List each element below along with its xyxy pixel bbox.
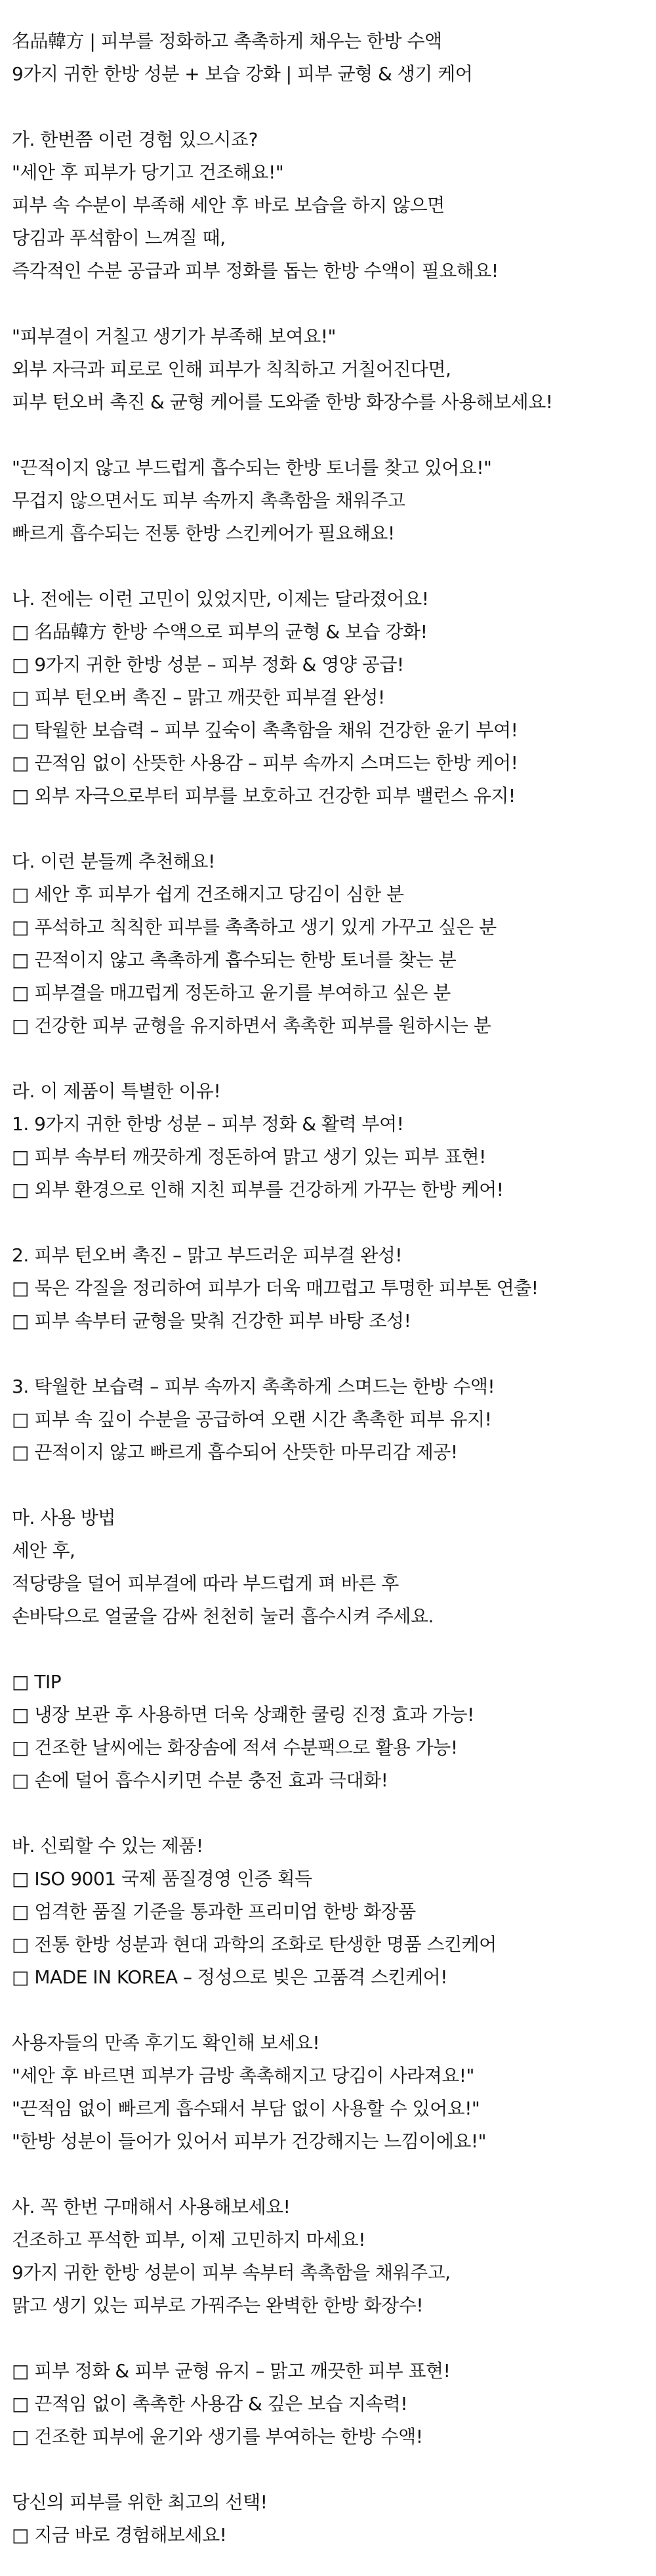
body-text: 즉각적인 수분 공급과 피부 정화를 돕는 한방 수액이 필요해요! xyxy=(12,260,499,282)
checkbox-list-item: □ 푸석하고 칙칙한 피부를 촉촉하고 생기 있게 가꾸고 싶은 분 xyxy=(12,916,497,938)
section-ma-heading: 마. 사용 방법 xyxy=(12,1507,115,1529)
spacer xyxy=(12,1338,656,1370)
review-quote: "세안 후 바르면 피부가 금방 촉촉해지고 당김이 사라져요!" xyxy=(12,2065,474,2086)
quote-text: "세안 후 피부가 당기고 건조해요!" xyxy=(12,161,284,183)
spacer xyxy=(12,1994,656,2027)
spacer xyxy=(12,287,656,320)
checkbox-list-item: □ 외부 자극으로부터 피부를 보호하고 건강한 피부 밸런스 유지! xyxy=(12,785,516,807)
quote-text: "끈적이지 않고 부드럽게 흡수되는 한방 토너를 찾고 있어요!" xyxy=(12,457,492,478)
body-text: 세안 후, xyxy=(12,1540,75,1561)
checkbox-list-item: □ 피부 턴오버 촉진 – 맑고 깨끗한 피부결 완성! xyxy=(12,686,385,708)
spacer xyxy=(12,550,656,583)
review-quote: "끈적임 없이 빠르게 흡수돼서 부담 없이 사용할 수 있어요!" xyxy=(12,2098,480,2119)
checkbox-list-item: □ 냉장 보관 후 사용하면 더욱 상쾌한 쿨링 진정 효과 가능! xyxy=(12,1704,474,1725)
checkbox-list-item: □ 9가지 귀한 한방 성분 – 피부 정화 & 영양 공급! xyxy=(12,654,404,675)
body-text: 피부 턴오버 촉진 & 균형 케어를 도와줄 한방 화장수를 사용해보세요! xyxy=(12,391,553,413)
checkbox-list-item: □ 名品韓方 한방 수액으로 피부의 균형 & 보습 강화! xyxy=(12,621,428,643)
checkbox-list-item: □ 끈적이지 않고 빠르게 흡수되어 산뜻한 마무리감 제공! xyxy=(12,1441,458,1463)
body-text: 당김과 푸석함이 느껴질 때, xyxy=(12,227,226,249)
spacer xyxy=(12,1633,656,1666)
checkbox-list-item: □ 묵은 각질을 정리하여 피부가 더욱 매끄럽고 투명한 피부톤 연출! xyxy=(12,1277,539,1299)
spacer xyxy=(12,2453,656,2486)
checkbox-list-item: □ 엄격한 품질 기준을 통과한 프리미엄 한방 화장품 xyxy=(12,1901,416,1922)
spacer xyxy=(12,813,656,845)
body-text: 맑고 생기 있는 피부로 가꿔주는 완벽한 한방 화장수! xyxy=(12,2294,424,2316)
body-text: 빠르게 흡수되는 전통 한방 스킨케어가 필요해요! xyxy=(12,522,395,544)
body-text: 손바닥으로 얼굴을 감싸 천천히 눌러 흡수시켜 주세요. xyxy=(12,1605,434,1627)
body-text: 무겁지 않으면서도 피부 속까지 촉촉함을 채워주고 xyxy=(12,490,405,511)
body-text: 적당량을 덜어 피부결에 따라 부드럽게 펴 바른 후 xyxy=(12,1573,399,1594)
body-text: 9가지 귀한 한방 성분이 피부 속부터 촉촉함을 채워주고, xyxy=(12,2262,451,2283)
checkbox-list-item: □ 건조한 날씨에는 화장솜에 적셔 수분팩으로 활용 가능! xyxy=(12,1737,458,1758)
feature-title: 2. 피부 턴오버 촉진 – 맑고 부드러운 피부결 완성! xyxy=(12,1244,403,1266)
checkbox-list-item: □ 끈적임 없이 산뜻한 사용감 – 피부 속까지 스며드는 한방 케어! xyxy=(12,752,518,774)
checkbox-list-item: □ 피부 정화 & 피부 균형 유지 – 맑고 깨끗한 피부 표현! xyxy=(12,2360,451,2382)
body-text: 건조하고 푸석한 피부, 이제 고민하지 마세요! xyxy=(12,2229,365,2250)
checkbox-list-item: □ 탁월한 보습력 – 피부 깊숙이 촉촉함을 채워 건강한 윤기 부여! xyxy=(12,719,518,741)
spacer xyxy=(12,2322,656,2355)
checkbox-list-item: □ 피부 속 깊이 수분을 공급하여 오랜 시간 촉촉한 피부 유지! xyxy=(12,1408,492,1430)
section-na-heading: 나. 전에는 이런 고민이 있었지만, 이제는 달라졌어요! xyxy=(12,588,429,610)
reviews-heading: 사용자들의 만족 후기도 확인해 보세요! xyxy=(12,2032,320,2054)
spacer xyxy=(12,91,656,123)
closing-text: 당신의 피부를 위한 최고의 선택! xyxy=(12,2491,268,2513)
checkbox-list-item: □ 피부 속부터 균형을 맞춰 건강한 피부 바탕 조성! xyxy=(12,1310,411,1332)
checkbox-list-item: □ 외부 환경으로 인해 지친 피부를 건강하게 가꾸는 한방 케어! xyxy=(12,1179,504,1200)
quote-text: "피부결이 거칠고 생기가 부족해 보여요!" xyxy=(12,326,336,347)
spacer xyxy=(12,1469,656,1502)
spacer xyxy=(12,419,656,452)
checkbox-list-item: □ 전통 한방 성분과 현대 과학의 조화로 탄생한 명품 스킨케어 xyxy=(12,1933,497,1955)
section-ba-heading: 바. 신뢰할 수 있는 제품! xyxy=(12,1835,203,1857)
spacer xyxy=(12,1206,656,1239)
spacer xyxy=(12,2158,656,2191)
section-sa-heading: 사. 꼭 한번 구매해서 사용해보세요! xyxy=(12,2196,291,2218)
body-text: 피부 속 수분이 부족해 세안 후 바로 보습을 하지 않으면 xyxy=(12,194,445,216)
checkbox-list-item: □ 세안 후 피부가 쉽게 건조해지고 당김이 심한 분 xyxy=(12,883,404,905)
product-subtitle: 9가지 귀한 한방 성분 + 보습 강화 | 피부 균형 & 생기 케어 xyxy=(12,63,473,85)
checkbox-list-item: □ 끈적이지 않고 촉촉하게 흡수되는 한방 토너를 찾는 분 xyxy=(12,949,457,971)
review-quote: "한방 성분이 들어가 있어서 피부가 건강해지는 느낌이에요!" xyxy=(12,2130,487,2152)
closing-call-to-action: □ 지금 바로 경험해보세요! xyxy=(12,2524,227,2546)
checkbox-list-item: □ 손에 덜어 흡수시키면 수분 충전 효과 극대화! xyxy=(12,1769,388,1791)
checkbox-list-item: □ 피부 속부터 깨끗하게 정돈하여 맑고 생기 있는 피부 표현! xyxy=(12,1146,486,1168)
checkbox-list-item: □ 건강한 피부 균형을 유지하면서 촉촉한 피부를 원하시는 분 xyxy=(12,1015,491,1036)
checkbox-list-item: □ 피부결을 매끄럽게 정돈하고 윤기를 부여하고 싶은 분 xyxy=(12,982,451,1003)
product-title: 名品韓方 | 피부를 정화하고 촉촉하게 채우는 한방 수액 xyxy=(12,30,442,52)
checkbox-list-item: □ 끈적임 없이 촉촉한 사용감 & 깊은 보습 지속력! xyxy=(12,2393,408,2415)
feature-title: 3. 탁월한 보습력 – 피부 속까지 촉촉하게 스며드는 한방 수액! xyxy=(12,1376,495,1397)
section-da-heading: 다. 이런 분들께 추천해요! xyxy=(12,851,215,872)
spacer xyxy=(12,1042,656,1075)
checkbox-list-item: □ 건조한 피부에 윤기와 생기를 부여하는 한방 수액! xyxy=(12,2426,423,2447)
spacer xyxy=(12,1797,656,1830)
checkbox-list-item: □ ISO 9001 국제 품질경영 인증 획득 xyxy=(12,1868,312,1890)
body-text: 외부 자극과 피로로 인해 피부가 칙칙하고 거칠어진다면, xyxy=(12,358,451,380)
tip-title: □ TIP xyxy=(12,1671,62,1693)
checkbox-list-item: □ MADE IN KOREA – 정성으로 빚은 고품격 스킨케어! xyxy=(12,1966,447,1988)
section-ga-heading: 가. 한번쯤 이런 경험 있으시죠? xyxy=(12,129,258,150)
section-ra-heading: 라. 이 제품이 특별한 이유! xyxy=(12,1080,221,1102)
feature-title: 1. 9가지 귀한 한방 성분 – 피부 정화 & 활력 부여! xyxy=(12,1113,404,1135)
